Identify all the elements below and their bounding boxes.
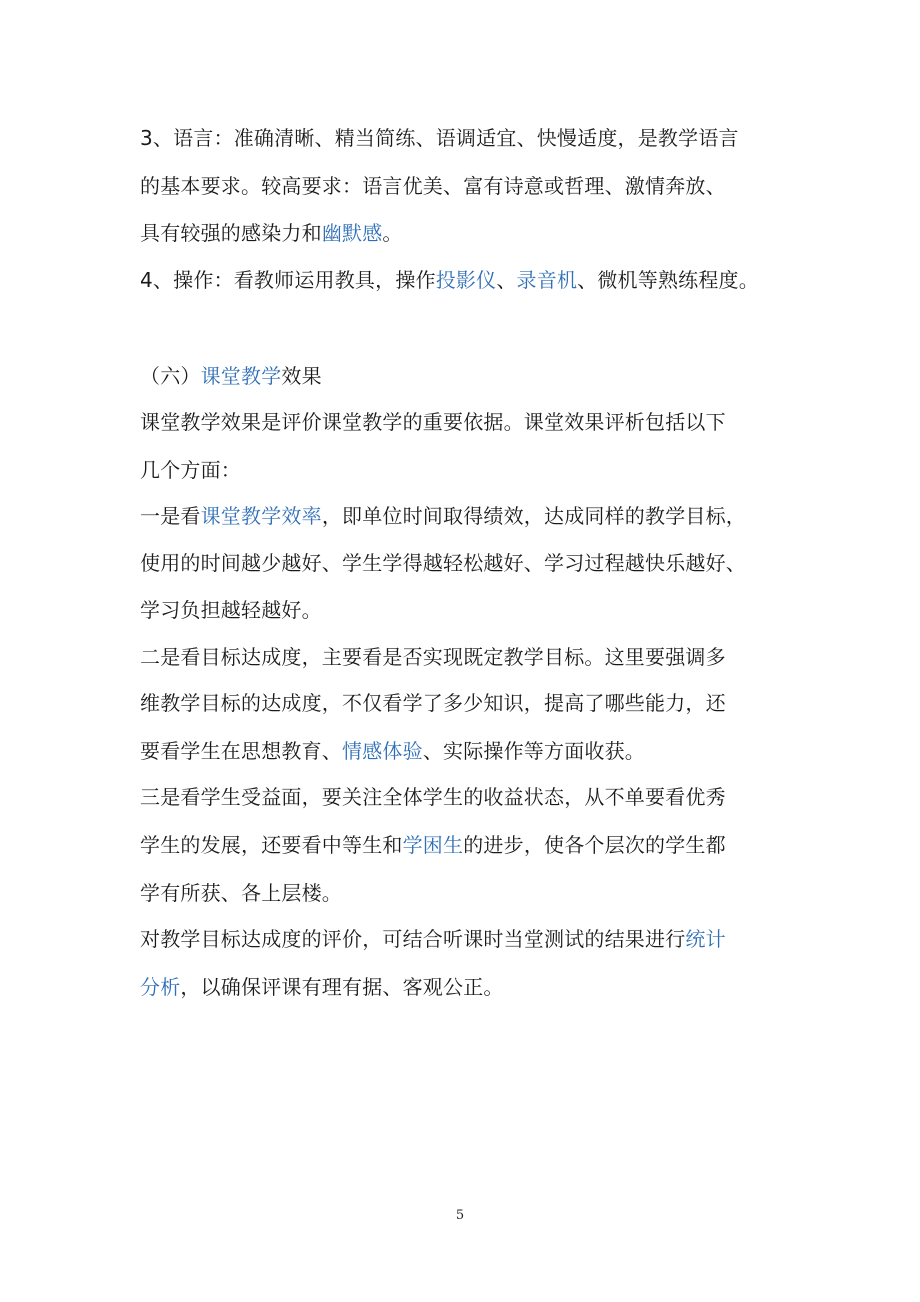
text-line [140, 410, 840, 434]
text-line [140, 174, 840, 198]
hyperlink[interactable]: 课堂教学效率 [200, 504, 322, 528]
hyperlink[interactable]: 统计 [685, 927, 726, 951]
text-segment: 学生的发展，还要看中等生和 [140, 833, 403, 857]
text-line [140, 691, 840, 715]
text-line [140, 504, 840, 528]
text-segment: （六） [140, 364, 201, 388]
text-line [140, 598, 840, 622]
text-segment: 要看学生在思想教育、 [140, 739, 342, 763]
hyperlink[interactable]: 情感体验 [342, 739, 423, 763]
document-body [140, 116, 840, 999]
text-segment: 学习负担越轻越好。 [140, 598, 322, 622]
text-segment: 几个方面： [140, 458, 241, 482]
text-segment: 使用的时间越少越好、学生学得越轻松越好、学习过程越快乐越好、 [140, 551, 746, 575]
text-segment: 的基本要求。较高要求：语言优美、富有诗意或哲理、激情奔放、 [140, 174, 726, 198]
text-line [140, 645, 840, 669]
text-line [140, 739, 840, 763]
text-line [140, 975, 840, 999]
text-line [140, 785, 840, 809]
hyperlink[interactable]: 课堂教学 [200, 364, 282, 388]
text-segment: 学有所获、各上层楼。 [140, 881, 342, 905]
text-line [140, 833, 840, 857]
text-segment: 三是看学生受益面，要关注全体学生的收益状态，从不单要看优秀 [140, 785, 726, 809]
text-segment: 具有较强的感染力和 [140, 221, 322, 245]
text-segment: 、实际操作等方面收获。 [422, 739, 646, 763]
page-number: 5 [455, 1208, 465, 1223]
text-line [140, 268, 840, 292]
text-line [140, 551, 840, 575]
text-line [140, 927, 840, 951]
text-line [140, 364, 840, 388]
text-segment: 。 [382, 221, 403, 245]
text-line [140, 126, 840, 150]
text-line [140, 221, 840, 245]
hyperlink[interactable]: 录音机 [516, 268, 578, 292]
text-segment: 4、操作：看教师运用教具，操作 [140, 268, 436, 292]
text-line [140, 458, 840, 482]
hyperlink[interactable]: 学困生 [402, 833, 464, 857]
text-line [140, 881, 840, 905]
hyperlink[interactable]: 幽默感 [321, 221, 383, 245]
text-segment: 维教学目标的达成度，不仅看学了多少知识，提高了哪些能力，还 [140, 691, 726, 715]
hyperlink[interactable]: 分析 [140, 975, 181, 999]
text-segment: 一是看 [140, 504, 201, 528]
hyperlink[interactable]: 投影仪 [435, 268, 497, 292]
text-segment: 二是看目标达成度，主要看是否实现既定教学目标。这里要强调多 [140, 645, 726, 669]
text-segment: 、 [496, 268, 517, 292]
text-segment: 对教学目标达成度的评价，可结合听课时当堂测试的结果进行 [140, 927, 686, 951]
text-segment: 的进步，使各个层次的学生都 [463, 833, 726, 857]
text-segment: 课堂教学效果是评价课堂教学的重要依据。课堂效果评析包括以下 [140, 410, 726, 434]
text-segment: 效果 [281, 364, 322, 388]
text-segment: ，以确保评课有理有据、客观公正。 [180, 975, 504, 999]
text-segment: 3、语言：准确清晰、精当简练、语调适宜、快慢适度，是教学语言 [140, 126, 739, 150]
text-segment: ，即单位时间取得绩效，达成同样的教学目标， [321, 504, 747, 528]
text-segment: 、微机等熟练程度。 [577, 268, 759, 292]
